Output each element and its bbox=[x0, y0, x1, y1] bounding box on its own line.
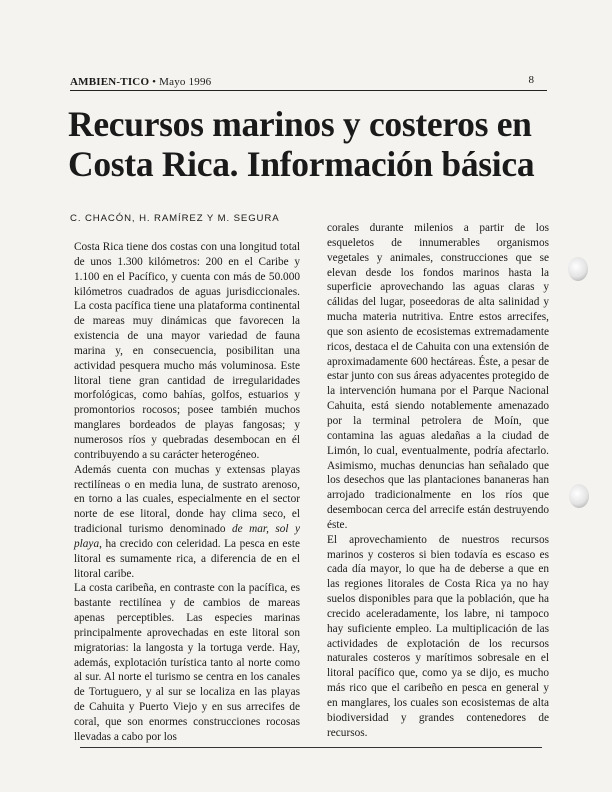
punch-hole-icon bbox=[569, 484, 589, 508]
paragraph: El aprovechamiento de nuestros recursos marinos y costeros si bien todavía es escaso es cada día mayor, lo que ha de deberse a que en las regiones litorales de Costa Rica ya no hay suelos disponibles para que la población, que ha crecido aceleradamente, los labre, ni tampoco hay suficiente empleo. La multiplicación de las actividades de explotación de los recursos naturales costeros y marítimos sobresale en el litoral pacífico que, como ya se dijo, es mucho más rico que el caribeño en pesca en general y en manglares, los cuales son ecosistemas de alta biodiversidad y grandes contenedores de recursos. bbox=[327, 533, 549, 739]
paragraph: La costa caribeña, en contraste con la pacífica, es bastante rectilínea y de cambios de mareas apenas perceptibles. Las especies marinas principalmente aprovechadas en este litoral son migratorias: la langosta y la tortuga verde. Hay, además, explotación turística tanto al norte como al sur. Al norte el turismo se centra en los canales de Tortuguero, y al sur se localiza en las playas de Cahuita y Puerto Viejo y en sus arrecifes de coral, que son enormes construcciones rocosas llevadas a cabo por los bbox=[74, 582, 300, 743]
article-authors: C. CHACÓN, H. RAMÍREZ Y M. SEGURA bbox=[70, 213, 280, 224]
text-column-left bbox=[74, 240, 300, 745]
italic-phrase: de mar, sol y playa bbox=[74, 523, 300, 550]
text-column-right bbox=[327, 221, 549, 741]
paragraph: Además cuenta con muchas y extensas playas rectilíneas o en media luna, de sustrato arenoso, en torno a las cuales, especialmente en el sector norte de ese litoral, donde hay clima seco, el tradicional turismo denominado de mar, sol y playa, ha crecido con celeridad. La pesca en este litoral es sumamente rica, a diferencia de en el litoral caribe. bbox=[74, 463, 300, 580]
punch-hole-icon bbox=[568, 257, 588, 281]
page-number: 8 bbox=[528, 74, 534, 86]
magazine-name: AMBIEN-TICO bbox=[70, 76, 150, 88]
header-rule bbox=[70, 90, 547, 91]
issue-date: • Mayo 1996 bbox=[149, 76, 212, 88]
footer-rule bbox=[80, 747, 542, 748]
running-header bbox=[70, 76, 211, 88]
article-title: Recursos marinos y costeros en Costa Rica. Información básica bbox=[68, 104, 535, 184]
paragraph: corales durante milenios a partir de los esqueletos de innumerables organismos vegetales y animales, construcciones que se elevan desde los fondos marinos hasta la superficie aprovechando las aguas claras y cálidas del lugar, poseedoras de alta salinidad y mucha materia nutritiva. Entre estos arrecifes, que son asiento de ecosistemas extremadamente ricos, destaca el de Cahuita con una extensión de aproximadamente 600 hectáreas. Éste, a pesar de estar junto con sus áreas adyacentes protegido de la intervención humana por el Parque Nacional Cahuita, está siendo notablemente amenazado por la terminal petrolera de Moín, que contamina las aguas aledañas a la ciudad de Limón, lo cual, eventualmente, podría afectarlo. Asimismo, muchas denuncias han señalado que los desechos que las plantaciones bananeras han arrojado tradicionalmente en los ríos que desembocan cerca del arrecife están destruyendo éste. bbox=[327, 222, 549, 531]
paragraph: Costa Rica tiene dos costas con una longitud total de unos 1.300 kilómetros: 200 en el Caribe y 1.100 en el Pacífico, y cuenta con más de 50.000 kilómetros cuadrados de aguas jurisdiccionales. La costa pacífica tiene una plataforma continental de mareas muy dinámicas que favorecen la existencia de una mayor variedad de fauna marina y, en consecuencia, posibilitan una actividad pesquera mucho más voluminosa. Este litoral tiene gran cantidad de irregularidades morfológicas, como bahías, golfos, estuarios y promontorios rocosos; posee también muchos manglares bordeados de playas fangosas; y numerosos ríos y quebradas desembocan en él contribuyendo a su carácter heterogéneo. bbox=[74, 241, 300, 461]
